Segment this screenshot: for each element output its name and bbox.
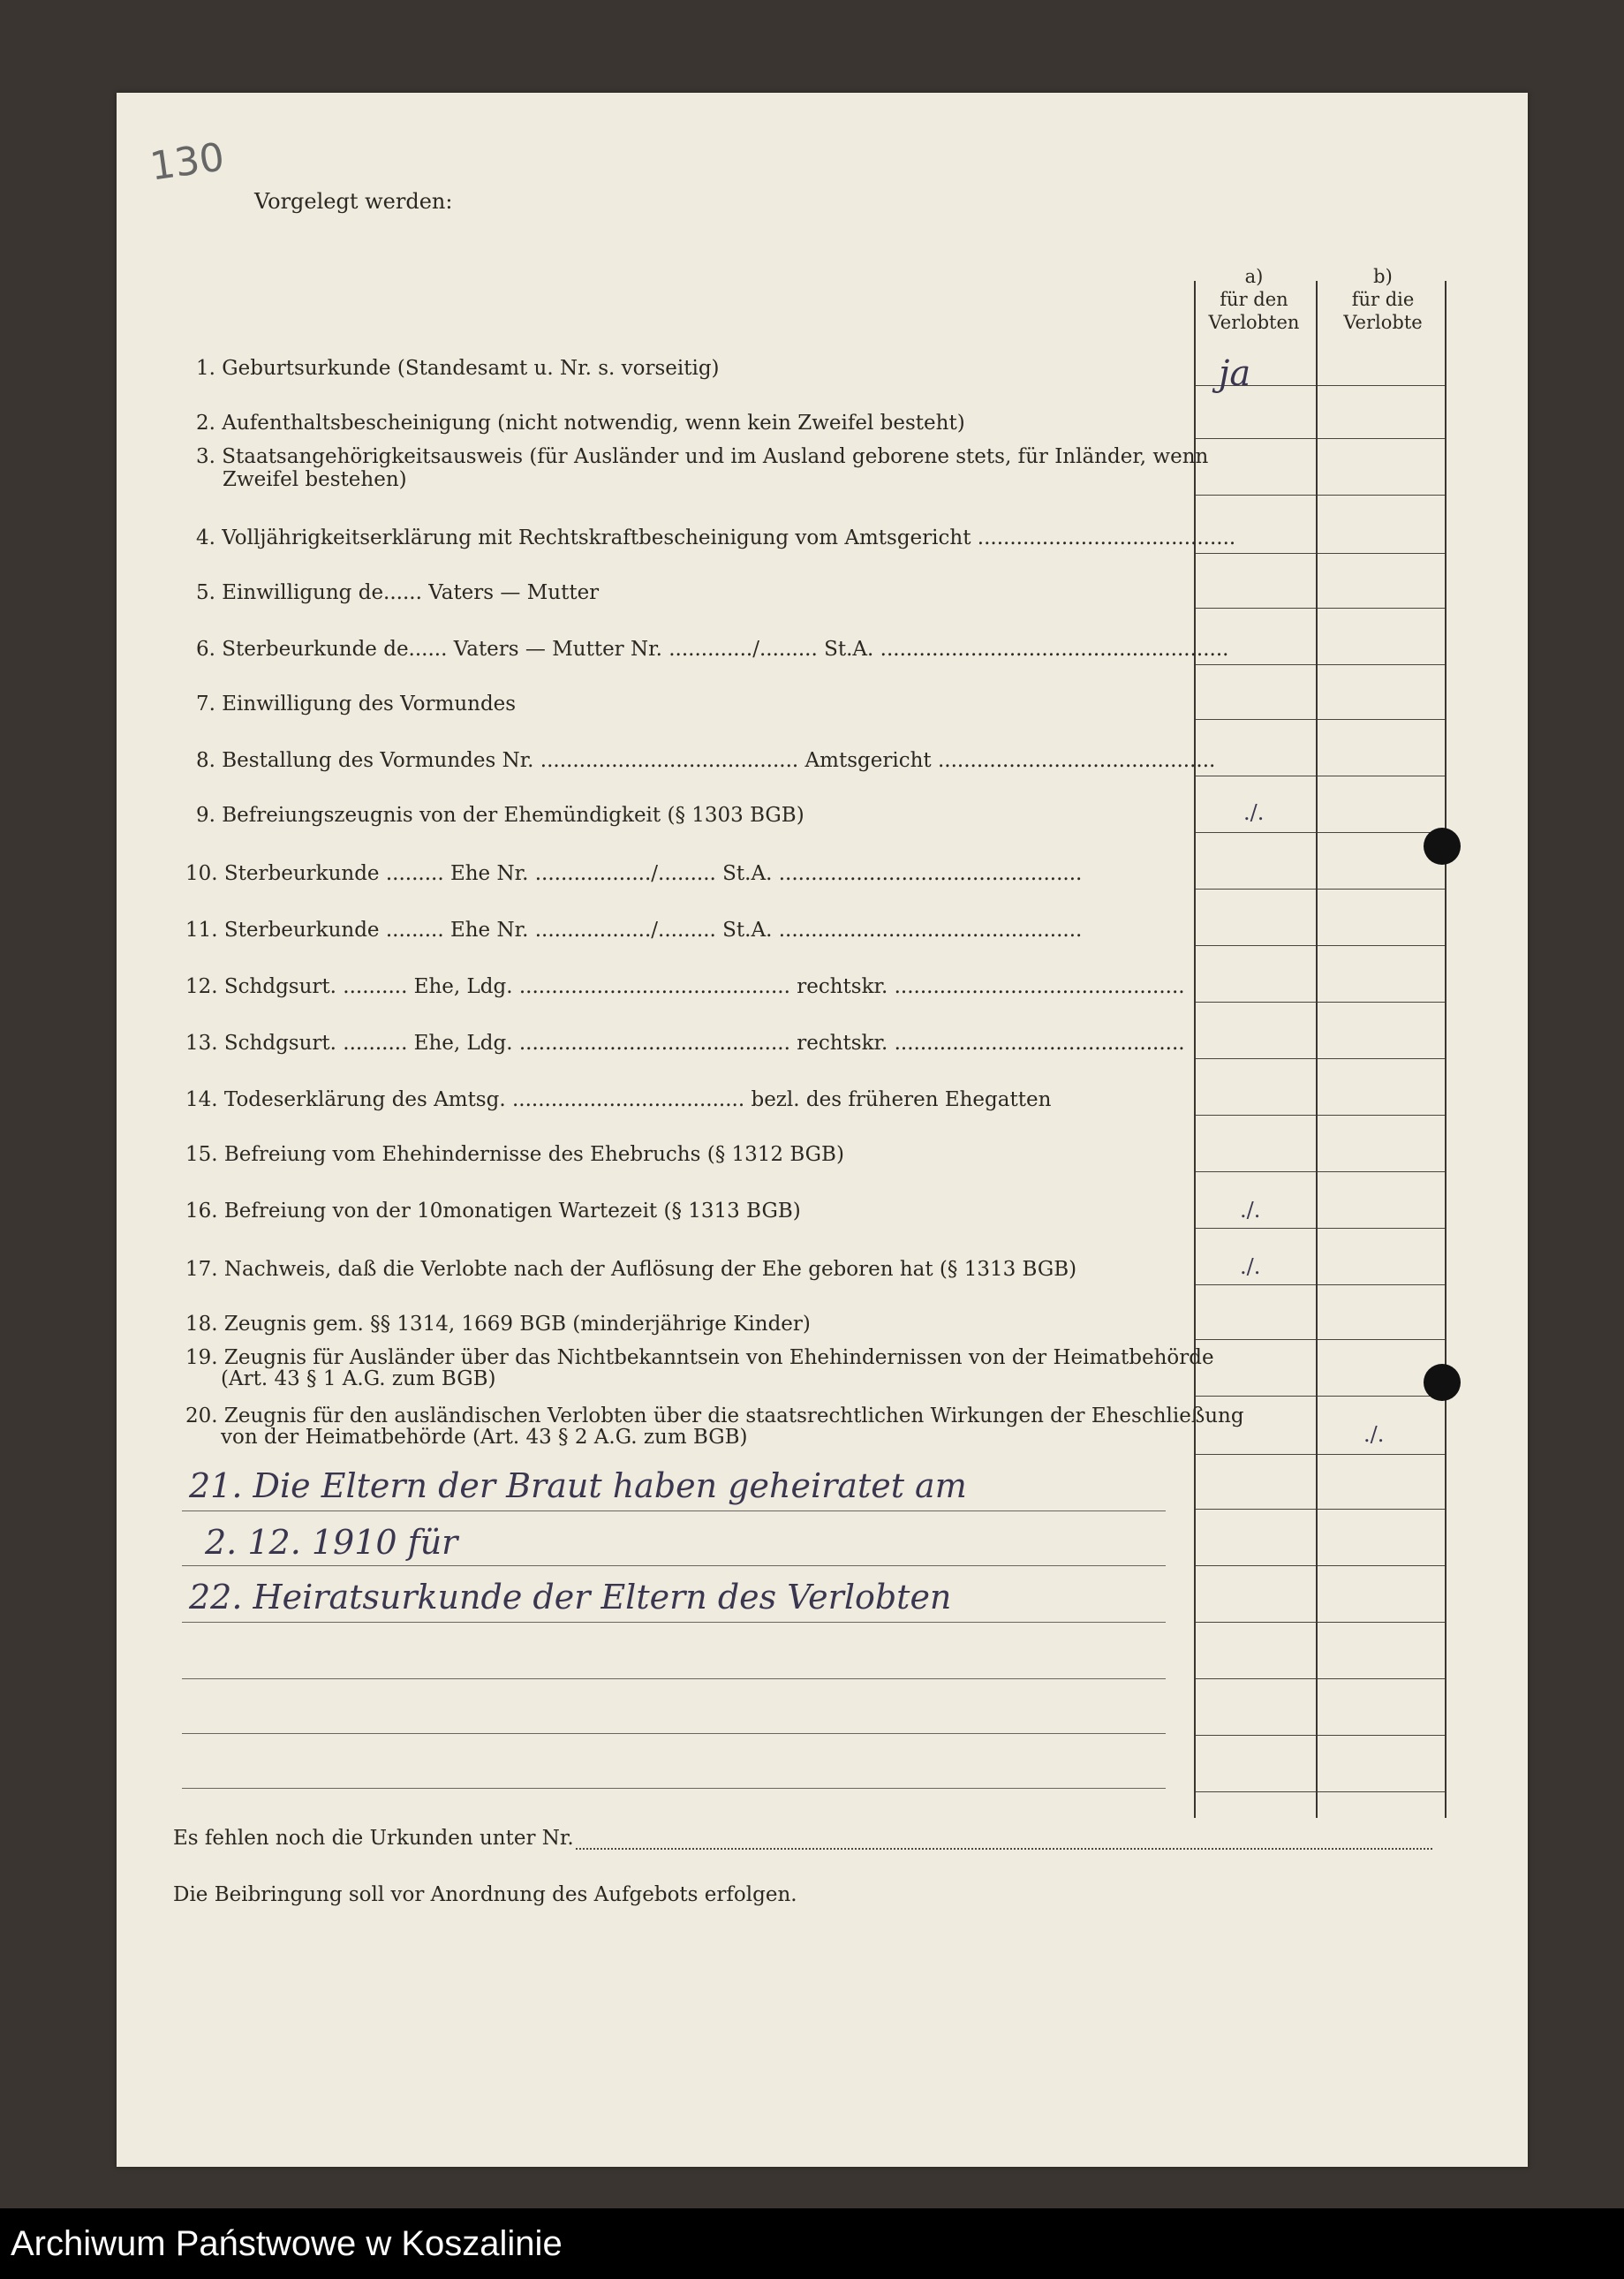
mark-20b: ./. <box>1363 1422 1385 1447</box>
page-number: 130 <box>147 134 228 190</box>
list-item: 17. Nachweis, daß die Verlobte nach der Auflösung der Ehe geboren hat (§ 1313 BGB) <box>185 1258 1077 1281</box>
list-item-cont: von der Heimatbehörde (Art. 43 § 2 A.G. zum BGB) <box>221 1426 748 1449</box>
list-item: 3. Staatsangehörigkeitsausweis (für Ausländer und im Ausland geborene stets, für Inländer, wenn <box>196 445 1209 468</box>
list-item: 1. Geburtsurkunde (Standesamt u. Nr. s. vorseitig) <box>196 357 720 380</box>
col-line-2 <box>1316 281 1318 1818</box>
list-item: 13. Schdgsurt. .......... Ehe, Ldg. .......................................... rechtskr. ............................................. <box>185 1032 1185 1055</box>
col-b-letter: b) <box>1373 266 1393 287</box>
list-item: 4. Volljährigkeitserklärung mit Rechtskraftbescheinigung vom Amtsgericht ........................................ <box>196 526 1236 549</box>
missing-docs-line <box>576 1848 1432 1850</box>
col-b-line2: Verlobte <box>1343 312 1423 333</box>
punch-hole <box>1424 1364 1461 1401</box>
list-item: 2. Aufenthaltsbescheinigung (nicht notwendig, wenn kein Zweifel besteht) <box>196 412 965 435</box>
list-item: 10. Sterbeurkunde ......... Ehe Nr. ................../......... St.A. ............................................... <box>185 862 1083 885</box>
col-line-1 <box>1194 281 1196 1818</box>
list-item: 12. Schdgsurt. .......... Ehe, Ldg. .......................................... rechtskr. ............................................. <box>185 975 1185 998</box>
col-a-line1: für den <box>1220 289 1288 310</box>
header-text: Vorgelegt werden: <box>254 189 453 214</box>
list-item: 9. Befreiungszeugnis von der Ehemündigkeit (§ 1303 BGB) <box>196 804 804 827</box>
list-item: 5. Einwilligung de...... Vaters — Mutter <box>196 581 600 604</box>
col-a-letter: a) <box>1244 266 1264 287</box>
list-item: 7. Einwilligung des Vormundes <box>196 693 517 716</box>
list-item-cont: Zweifel bestehen) <box>223 468 407 491</box>
list-item-cont: (Art. 43 § 1 A.G. zum BGB) <box>221 1367 496 1390</box>
col-a-line2: Verlobten <box>1208 312 1300 333</box>
list-item: 16. Befreiung von der 10monatigen Wartezeit (§ 1313 BGB) <box>185 1200 801 1223</box>
handwritten-line-21: 21. Die Eltern der Braut haben geheiratet am <box>189 1466 967 1505</box>
punch-hole <box>1424 828 1461 865</box>
handwritten-line-22: 22. Heiratsurkunde der Eltern des Verlobten <box>189 1578 952 1616</box>
list-item: 20. Zeugnis für den ausländischen Verlobten über die staatsrechtlichen Wirkungen der Eheschließung <box>185 1404 1244 1427</box>
list-item: 11. Sterbeurkunde ......... Ehe Nr. ................../......... St.A. ............................................... <box>185 919 1083 942</box>
col-a-header <box>1197 265 1311 334</box>
list-item: 8. Bestallung des Vormundes Nr. ........................................ Amtsgericht ........................................... <box>196 749 1216 772</box>
mark-1a: ja <box>1219 353 1251 394</box>
mark-9a: ./. <box>1243 800 1265 825</box>
list-item: 14. Todeserklärung des Amtsg. .................................... bezl. des früheren Ehegatten <box>185 1088 1052 1111</box>
mark-16a: ./. <box>1240 1198 1261 1223</box>
missing-docs-text: Es fehlen noch die Urkunden unter Nr. <box>173 1827 574 1850</box>
mark-17a: ./. <box>1240 1254 1261 1279</box>
list-item: 15. Befreiung vom Ehehindernisse des Ehebruchs (§ 1312 BGB) <box>185 1143 844 1166</box>
closing-text: Die Beibringung soll vor Anordnung des Aufgebots erfolgen. <box>173 1883 797 1906</box>
list-item: 19. Zeugnis für Ausländer über das Nichtbekanntsein von Ehehindernissen von der Heimatbehörde <box>185 1346 1214 1369</box>
col-b-header <box>1323 265 1443 334</box>
archive-footer: Archiwum Państwowe w Koszalinie <box>0 2208 1624 2279</box>
list-item: 18. Zeugnis gem. §§ 1314, 1669 BGB (minderjährige Kinder) <box>185 1313 811 1336</box>
col-line-3 <box>1445 281 1446 1818</box>
list-item: 6. Sterbeurkunde de...... Vaters — Mutter Nr. ............./......... St.A. ...................................................... <box>196 638 1229 661</box>
handwritten-line-21b: 2. 12. 1910 für <box>205 1523 458 1562</box>
col-b-line1: für die <box>1351 289 1415 310</box>
